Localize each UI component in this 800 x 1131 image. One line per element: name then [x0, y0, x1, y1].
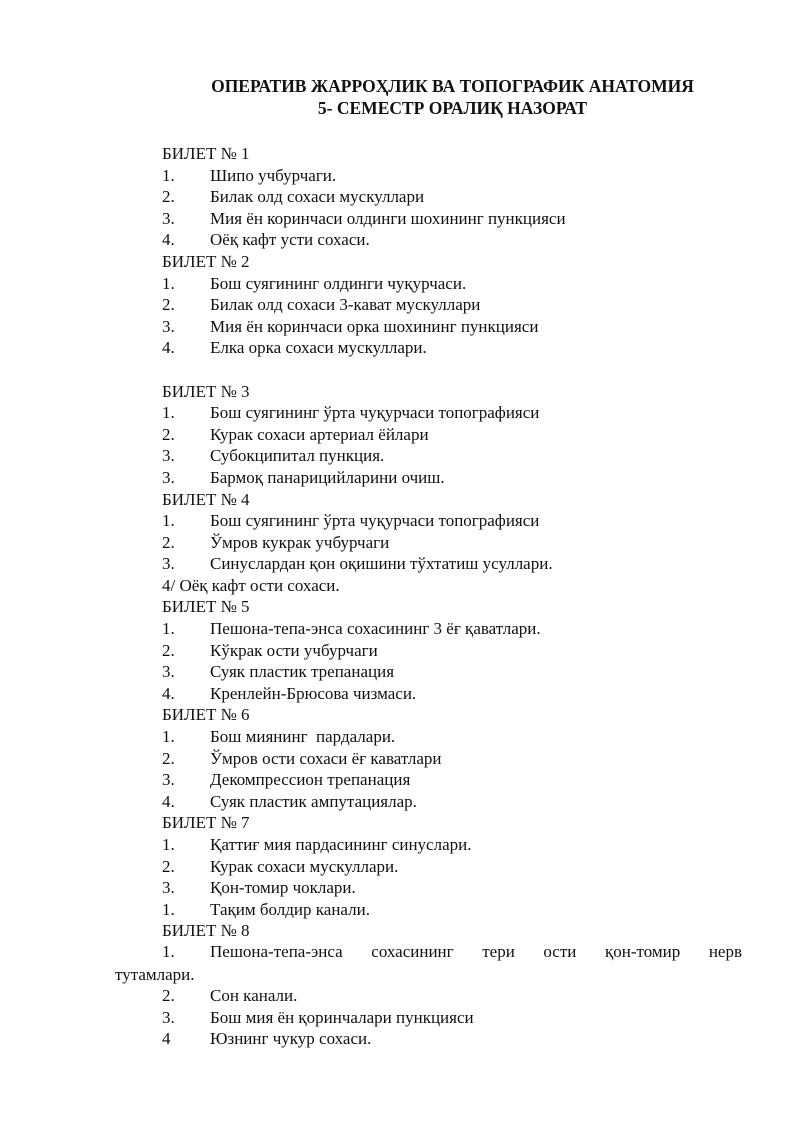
ticket-2-item: 2. Билак олд сохаси 3-кават мускуллари	[162, 295, 481, 315]
ticket-2-item: 1. Бош суягининг олдинги чуқурчаси.	[162, 273, 467, 293]
ticket-5-item: 1. Пешона-тепа-энса сохасининг 3 ёғ қаватлари.	[162, 619, 541, 639]
ticket-4-item: 2. Ўмров кукрак учбурчаги	[162, 532, 390, 552]
ticket-3-item: 3. Бармоқ панарицийларини очиш.	[162, 467, 445, 487]
ticket-1-item: 1. Шипо учбурчаги.	[162, 165, 337, 185]
ticket-6-item: 4. Суяк пластик ампутациялар.	[162, 791, 417, 811]
ticket-7-item: 1. Қаттиғ мия пардасининг синуслари.	[162, 835, 472, 854]
ticket-5-item: 2. Кўкрак ости учбурчаги	[162, 640, 378, 660]
ticket-title-8: БИЛЕТ № 8	[162, 921, 250, 941]
ticket-3-item: 1. Бош суягининг ўрта чуқурчаси топографияси	[162, 403, 540, 423]
ticket-1-item: 4. Оёқ кафт усти сохаси.	[162, 230, 370, 250]
ticket-5-item: 3. Суяк пластик трепанация	[162, 662, 395, 682]
ticket-6-item: 1. Бош миянинг пардалари.	[162, 727, 396, 747]
ticket-1-item: 2. Билак олд сохаси мускуллари	[162, 187, 425, 207]
ticket-2-item: 4. Елка орка сохаси мускуллари.	[162, 338, 427, 358]
document-subtitle: 5- СЕМЕСТР ОРАЛИҚ НАЗОРАТ	[317, 98, 588, 118]
ticket-5-item: 4. Кренлейн-Брюсова чизмаси.	[162, 683, 417, 703]
ticket-8-item: 2. Сон канали.	[162, 986, 298, 1006]
ticket-7-item: 3. Қон-томир чоклари.	[162, 878, 356, 898]
ticket-6-item: 2. Ўмров ости сохаси ёғ каватлари	[162, 748, 442, 768]
ticket-title-6: БИЛЕТ № 6	[162, 705, 250, 725]
document-title: ОПЕРАТИВ ЖАРРОҲЛИК ВА ТОПОГРАФИК АНАТОМИЯ	[211, 76, 694, 96]
ticket-4-extra-item: 4/ Оёқ кафт ости сохаси.	[162, 575, 340, 595]
ticket-4-item: 1. Бош суягининг ўрта чуқурчаси топографияси	[162, 511, 540, 531]
ticket-7-item: 1. Тақим болдир канали.	[162, 899, 370, 919]
ticket-4-item: 3. Синуслардан қон оқишини тўхтатиш усуллари.	[162, 554, 553, 574]
ticket-2-item: 3. Мия ён коринчаси орка шохининг пункцияси	[162, 316, 539, 336]
ticket-8-item: 1. Пешона-тепа-энса сохасининг тери ости қон-томир нерв	[162, 941, 742, 961]
ticket-title-1: БИЛЕТ № 1	[162, 144, 250, 163]
ticket-title-4: БИЛЕТ № 4	[162, 489, 250, 509]
ticket-8-item-continuation: тутамлари.	[115, 964, 195, 984]
ticket-title-3: БИЛЕТ № 3	[162, 381, 250, 401]
blank-line	[0, 359, 800, 381]
ticket-7-item: 2. Курак сохаси мускуллари.	[162, 856, 399, 876]
ticket-1-item: 3. Мия ён коринчаси олдинги шохининг пункцияси	[162, 208, 566, 228]
ticket-3-item: 2. Курак сохаси артериал ёйлари	[162, 424, 429, 444]
ticket-8-item: 3. Бош мия ён қоринчалари пункцияси	[162, 1007, 474, 1027]
ticket-title-2: БИЛЕТ № 2	[162, 251, 250, 271]
ticket-3-item: 3. Субокципитал пункция.	[162, 446, 385, 466]
ticket-6-item: 3. Декомпрессион трепанация	[162, 770, 411, 790]
ticket-title-7: БИЛЕТ № 7	[162, 813, 250, 833]
ticket-8-item: 4 Юзнинг чукур сохаси.	[162, 1029, 372, 1049]
ticket-title-5: БИЛЕТ № 5	[162, 597, 250, 617]
tickets-body	[0, 143, 800, 1050]
